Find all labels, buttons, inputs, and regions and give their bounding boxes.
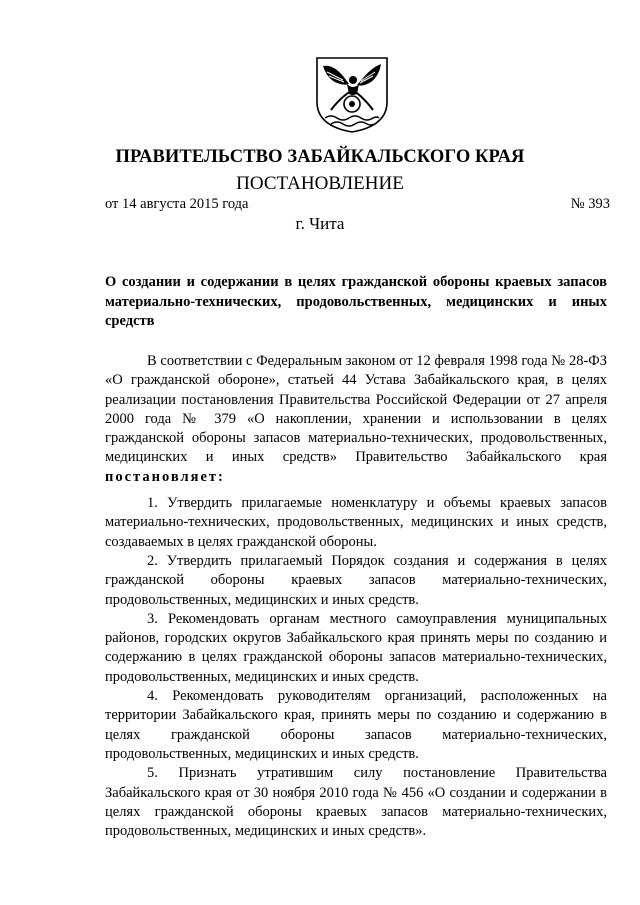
preamble-text: В соответствии с Федеральным законом от 12 февраля 1998 года № 28-ФЗ «О гражданской обороне», статьей 44 Устава Забайкальского края, в целях реализации постановления Правительства Российской Федерации от 27 апреля 2000 года № 379 «О накоплении, хранении и использовании в целях гражданской обороны запасов материально-технических, продовольственных, медицинских и иных средств» Правительство Забайкальского края [105, 353, 607, 466]
government-title: ПРАВИТЕЛЬСТВО ЗАБАЙКАЛЬСКОГО КРАЯ [115, 147, 525, 167]
decree-word: постановляет: [105, 468, 225, 485]
decree-item-1: 1. Утвердить прилагаемые номенклатуру и объемы краевых запасов материально-технических, продовольственных, медицинских и иных средств, создаваемых в целях гражданской обороны. [105, 495, 607, 550]
decree-item-3: 3. Рекомендовать органам местного самоуправления муниципальных районов, городских округов Забайкальского края принять меры по созданию и содержанию в целях гражданской обороны запасов материально-технических, продовольственных, медицинских и иных средств. [105, 610, 607, 685]
document-type: ПОСТАНОВЛЕНИЕ [236, 173, 404, 194]
decree-item-2: 2. Утвердить прилагаемый Порядок создания и содержания в целях гражданской обороны краевых запасов материально-технических, продовольственных, медицинских и иных средств. [105, 552, 607, 608]
decree-item-4: 4. Рекомендовать руководителям организаций, расположенных на территории Забайкальского края, принять меры по созданию и содержанию в целях гражданской обороны запасов материально-технических, продовольственных, медицинских и иных средств. [105, 688, 607, 762]
coat-of-arms-icon [313, 54, 391, 134]
document-number: № 393 [570, 196, 610, 212]
document-subject: О создании и содержании в целях гражданской обороны краевых запасов материально-технических, продовольственных, медицинских и иных средств [105, 274, 607, 329]
preamble-paragraph [105, 352, 607, 487]
document-date: от 14 августа 2015 года [105, 196, 249, 212]
document-body [105, 352, 607, 841]
document-city: г. Чита [295, 214, 345, 233]
decree-item-5: 5. Признать утратившим силу постановление Правительства Забайкальского края от 30 ноября 2010 года № 456 «О создании и содержании в целях гражданской обороны краевых запасов материально-технических, продовольственных, медицинских и иных средств». [105, 765, 607, 840]
